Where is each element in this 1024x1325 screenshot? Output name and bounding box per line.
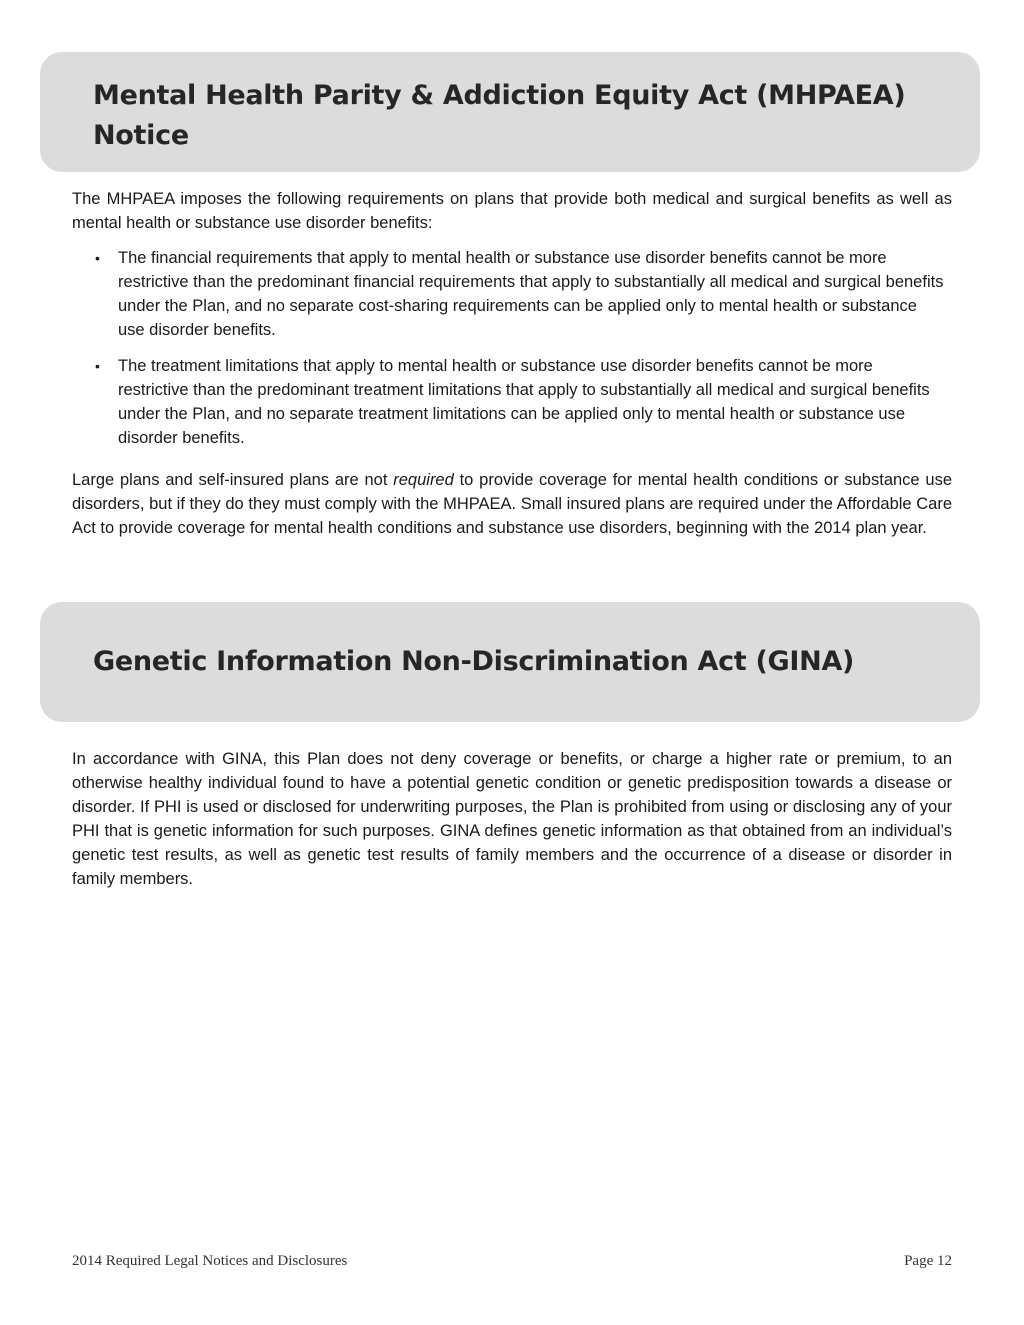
footer-document-title: 2014 Required Legal Notices and Disclosures xyxy=(72,1253,348,1269)
gina-title: Genetic Information Non-Discrimination Act (GINA) xyxy=(93,646,855,677)
mhpaea-coverage-paragraph xyxy=(72,468,952,540)
mhpaea-intro: The MHPAEA imposes the following requirements on plans that provide both medical and surgical benefits as well as mental health or substance use disorder benefits: xyxy=(72,190,952,232)
mhpaea-title-line1: Mental Health Parity & Addiction Equity Act (MHPAEA) xyxy=(93,80,906,111)
mhpaea-header xyxy=(40,52,980,172)
paragraph-text-end: to provide coverage for mental health conditions or substance use disorders, but if they do they must comply with the MHPAEA. Small insured plans are required under the Affordable Care Act to provide coverage for mental health conditions and substance use disorders, beginning with the 2014 plan year. xyxy=(72,471,952,537)
mhpaea-requirements-list xyxy=(95,246,945,462)
bullet-icon: • xyxy=(95,358,100,374)
gina-header xyxy=(40,602,980,722)
list-item xyxy=(95,354,945,450)
list-item xyxy=(95,246,945,342)
page-footer xyxy=(72,1251,952,1271)
gina-body: In accordance with GINA, this Plan does not deny coverage or benefits, or charge a higher rate or premium, to an otherwise healthy individual found to have a potential genetic condition or genetic predisposition towards a disease or disorder. If PHI is used or disclosed for underwriting purposes, the Plan is prohibited from using or disclosing any of your PHI that is genetic information for such purposes. GINA defines genetic information as that obtained from an individual’s genetic test results, as well as genetic test results of family members and the occurrence of a disease or disorder in family members. xyxy=(72,750,952,888)
emphasis-required: required xyxy=(393,471,454,489)
paragraph-text-start: Large plans and self-insured plans are not xyxy=(72,471,394,489)
page-number: Page 12 xyxy=(904,1253,952,1269)
mhpaea-title xyxy=(93,76,940,156)
mhpaea-title-line2: Notice xyxy=(93,120,189,151)
bullet-icon: • xyxy=(95,250,100,266)
list-item-text: The treatment limitations that apply to mental health or substance use disorder benefits cannot be more restrictive than the predominant treatment limitations that apply to substantially all medical and surgical benefits under the Plan, and no separate treatment limitations can be applied only to mental health or substance use disorder benefits. xyxy=(118,357,930,447)
list-item-text: The financial requirements that apply to mental health or substance use disorder benefits cannot be more restrictive than the predominant financial requirements that apply to substantially all medical and surgical benefits under the Plan, and no separate cost-sharing requirements can be applied only to mental health or substance use disorder benefits. xyxy=(118,249,944,339)
